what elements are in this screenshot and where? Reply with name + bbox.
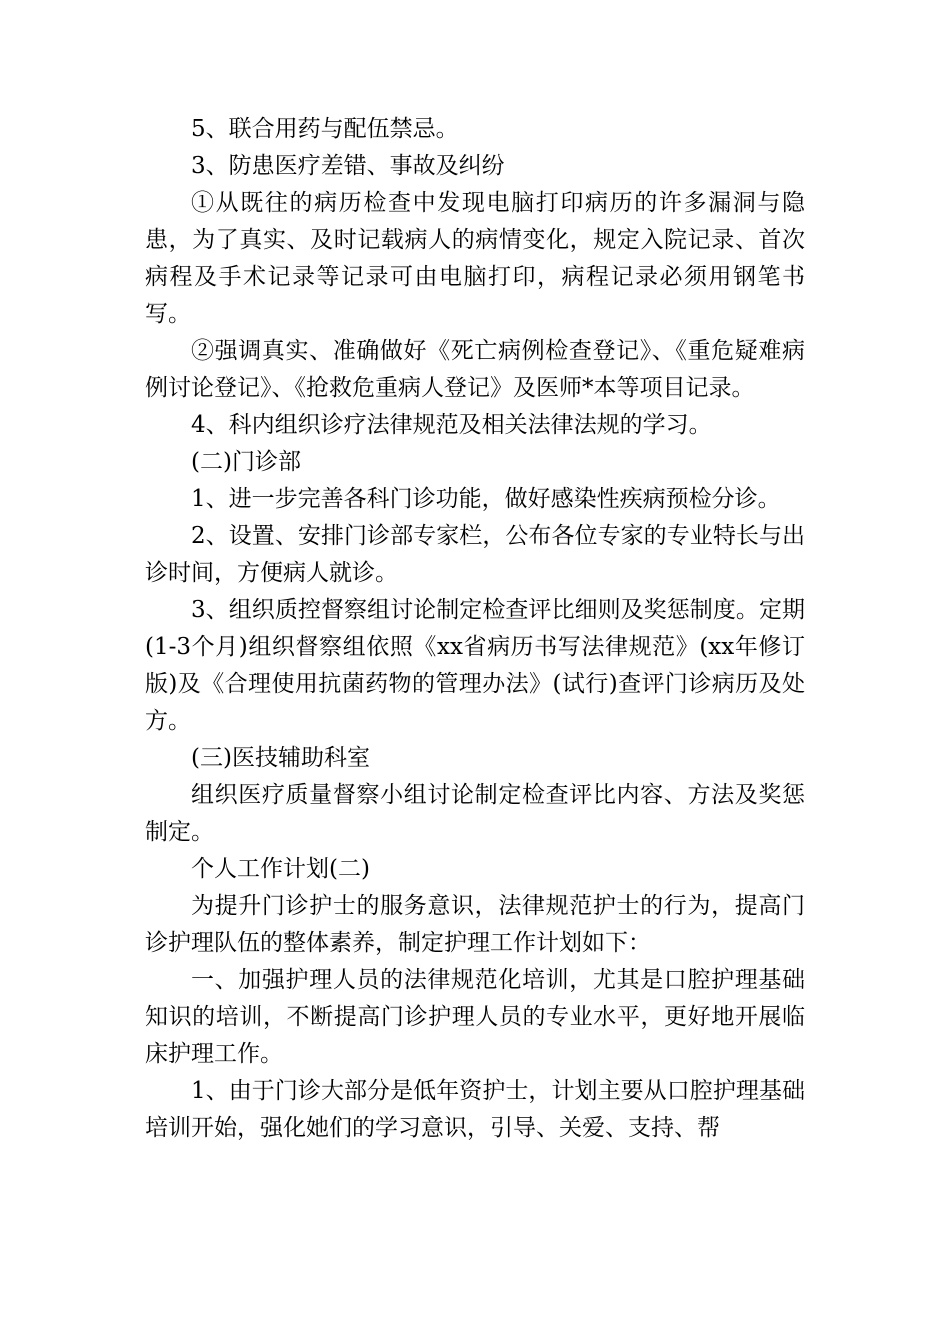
paragraph-nursing-training: 一、加强护理人员的法律规范化培训，尤其是口腔护理基础知识的培训，不断提高门诊护理人员的专业水平，更好地开展临床护理工作。	[145, 967, 805, 1067]
paragraph-prevent-errors-heading: 3、防患医疗差错、事故及纠纷	[191, 153, 505, 179]
paragraph-expert-column: 2、设置、安排门诊部专家栏，公布各位专家的专业特长与出诊时间，方便病人就诊。	[145, 523, 805, 586]
paragraph-outpatient-triage: 1、进一步完善各科门诊功能，做好感染性疾病预检分诊。	[191, 486, 781, 512]
paragraph-legal-study: 4、科内组织诊疗法律规范及相关法律法规的学习。	[191, 412, 712, 438]
section-heading-medical-technology: (三)医技辅助科室	[191, 745, 370, 771]
document-body	[145, 111, 805, 1147]
paragraph-quality-supervision: 组织医疗质量督察小组讨论制定检查评比内容、方法及奖惩制定。	[145, 782, 805, 845]
paragraph-junior-nurse-training: 1、由于门诊大部分是低年资护士，计划主要从口腔护理基础培训开始，强化她们的学习意识，引导、关爱、支持、帮	[145, 1078, 805, 1141]
paragraph-nursing-plan-intro: 为提升门诊护士的服务意识，法律规范护士的行为，提高门诊护理队伍的整体素养，制定护理工作计划如下：	[145, 893, 805, 956]
section-heading-personal-plan-2: 个人工作计划(二)	[191, 856, 370, 882]
paragraph-quality-inspection: 3、组织质控督察组讨论制定检查评比细则及奖惩制度。定期(1-3个月)组织督察组依照《xx省病历书写法律规范》(xx年修订版)及《合理使用抗菌药物的管理办法》(试行)查评门诊病历及处方。	[145, 597, 805, 734]
paragraph-registration-records: ②强调真实、准确做好《死亡病例检查登记》、《重危疑难病例讨论登记》、《抢救危重病人登记》及医师*本等项目记录。	[145, 338, 805, 401]
paragraph-computer-printed-records: ①从既往的病历检查中发现电脑打印病历的许多漏洞与隐患，为了真实、及时记载病人的病情变化，规定入院记录、首次病程及手术记录等记录可由电脑打印，病程记录必须用钢笔书写。	[145, 190, 805, 327]
section-heading-outpatient: (二)门诊部	[191, 449, 301, 475]
paragraph-combined-medication: 5、联合用药与配伍禁忌。	[191, 116, 459, 142]
